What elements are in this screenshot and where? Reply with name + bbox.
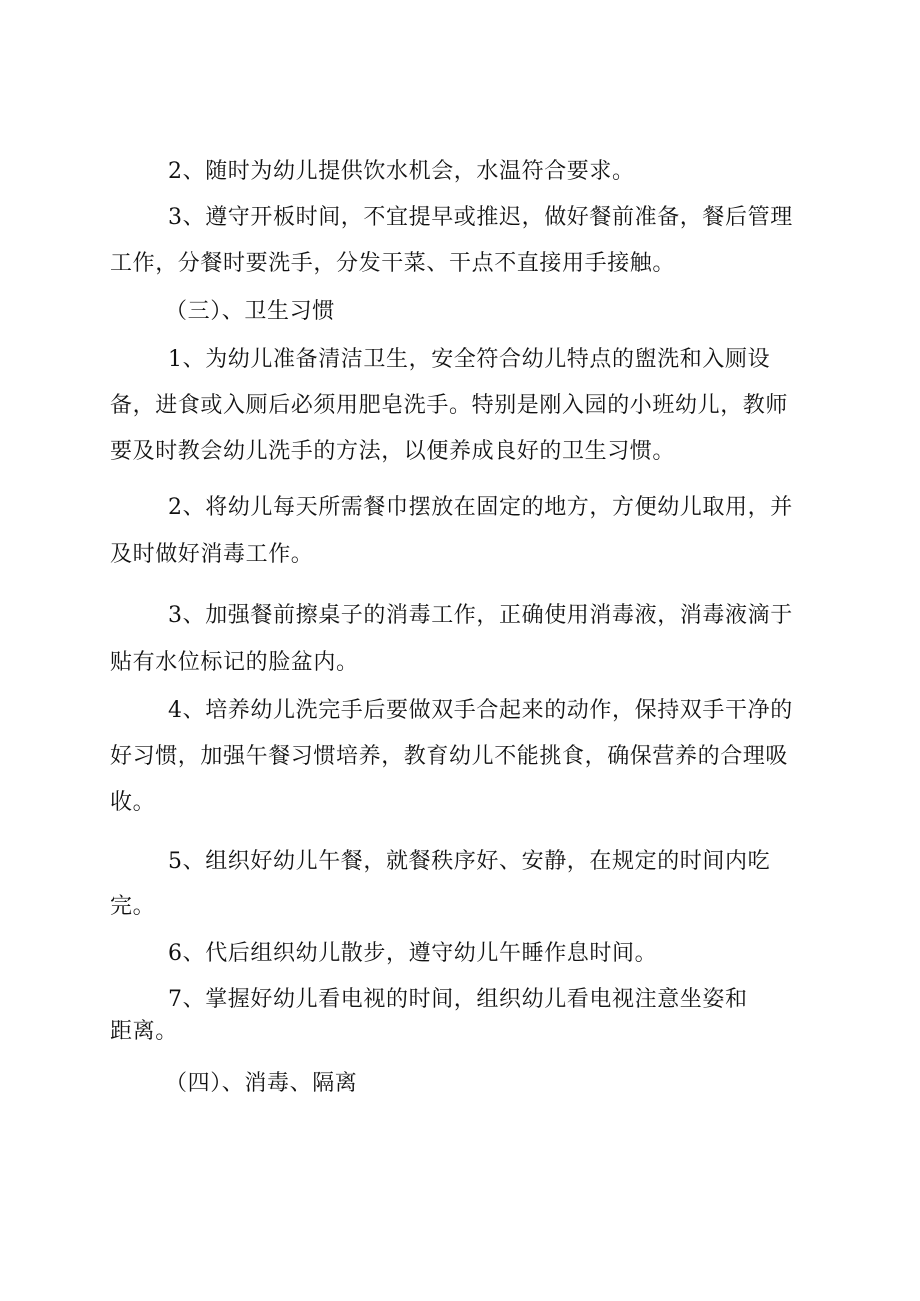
paragraph-line: 5、组织好幼儿午餐，就餐秩序好、安静，在规定的时间内吃	[168, 849, 771, 874]
paragraph-line: 3、遵守开板时间，不宜提早或推迟，做好餐前准备，餐后管理	[168, 205, 793, 230]
paragraph-line: 备，进食或入厕后必须用肥皂洗手。特别是刚入园的小班幼儿，教师	[110, 393, 789, 418]
paragraph-line: 1、为幼儿准备清洁卫生，安全符合幼儿特点的盥洗和入厕设	[168, 347, 771, 372]
paragraph-line: 3、加强餐前擦桌子的消毒工作，正确使用消毒液，消毒液滴于	[168, 603, 793, 628]
paragraph-line: 2、随时为幼儿提供饮水机会，水温符合要求。	[168, 159, 635, 184]
paragraph-line: 要及时教会幼儿洗手的方法，以便养成良好的卫生习惯。	[110, 439, 676, 464]
paragraph-line: 好习惯，加强午餐习惯培养，教育幼儿不能挑食，确保营养的合理吸	[110, 744, 789, 769]
section-heading: （三）、卫生习惯	[165, 299, 335, 324]
paragraph-line: 4、培养幼儿洗完手后要做双手合起来的动作，保持双手干净的	[168, 698, 793, 723]
paragraph-line: 完。	[110, 894, 156, 919]
paragraph-line: 及时做好消毒工作。	[110, 542, 314, 567]
paragraph-line: 工作，分餐时要洗手，分发干菜、干点不直接用手接触。	[110, 251, 676, 276]
paragraph-line: 收。	[110, 790, 156, 815]
section-heading: （四）、消毒、隔离	[165, 1071, 358, 1096]
paragraph-line: 2、将幼儿每天所需餐巾摆放在固定的地方，方便幼儿取用，并	[168, 495, 793, 520]
paragraph-line: 距离。	[110, 1019, 178, 1044]
paragraph-line: 6、代后组织幼儿散步，遵守幼儿午睡作息时间。	[168, 941, 658, 966]
paragraph-line: 贴有水位标记的脸盆内。	[110, 650, 359, 675]
paragraph-line: 7、掌握好幼儿看电视的时间，组织幼儿看电视注意坐姿和	[168, 987, 748, 1012]
